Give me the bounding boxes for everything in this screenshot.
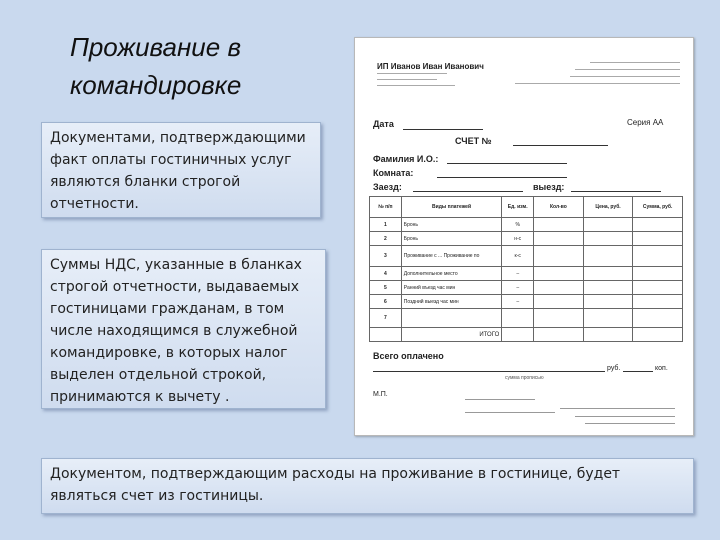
series-label: Серия АА [627, 118, 664, 127]
checkout-label: выезд: [533, 182, 565, 192]
name-label: Фамилия И.О.: [373, 154, 439, 164]
table-row: 7 [370, 309, 683, 328]
invoice-table-header: № п/п Виды платежей Ед. изм. Кол-во Цена, руб. Сумма, руб. [370, 197, 683, 218]
table-total-row: ИТОГО [370, 328, 683, 342]
slide-title [70, 28, 330, 104]
table-row: 1 Бронь % [370, 218, 683, 232]
paid-label: Всего оплачено [373, 351, 444, 361]
text-box-vat-deduction: Суммы НДС, указанные в бланках строгой отчетности, выдаваемых гостиницами гражданам, в том числе находящимся в служебной командировке, в которых налог выделен отдельной строкой, принимаются к вычету . [41, 249, 326, 409]
invoice-table [369, 196, 683, 342]
room-label: Комната: [373, 168, 414, 178]
text-box-strict-forms: Документами, подтверждающими факт оплаты гостиничных услуг являются бланки строгой отчетности. [41, 122, 321, 218]
kop-label: коп. [655, 365, 668, 372]
table-row: 6 Поздний выезд час мин – [370, 295, 683, 309]
sum-caption: сумма прописью [505, 375, 544, 381]
slide-title-line2: командировке [70, 70, 242, 100]
hotel-invoice-image [354, 37, 694, 436]
rub-label: руб. [607, 365, 621, 372]
slide-title-line1: Проживание в [70, 32, 242, 62]
table-row: 5 Ранний въезд час мин – [370, 281, 683, 295]
table-row: 4 Дополнительное место – [370, 267, 683, 281]
text-box-hotel-invoice: Документом, подтверждающим расходы на проживание в гостинице, будет являться счет из гостиницы. [41, 458, 694, 514]
stamp-label: М.П. [373, 391, 388, 398]
table-row: 3 Проживание с ... Проживание по к-с [370, 246, 683, 267]
invoice-issuer: ИП Иванов Иван Иванович [377, 62, 484, 71]
checkin-label: Заезд: [373, 182, 402, 192]
invoice-number-label: СЧЕТ № [455, 136, 492, 146]
date-label: Дата [373, 119, 394, 129]
table-row: 2 Бронь н-с [370, 232, 683, 246]
